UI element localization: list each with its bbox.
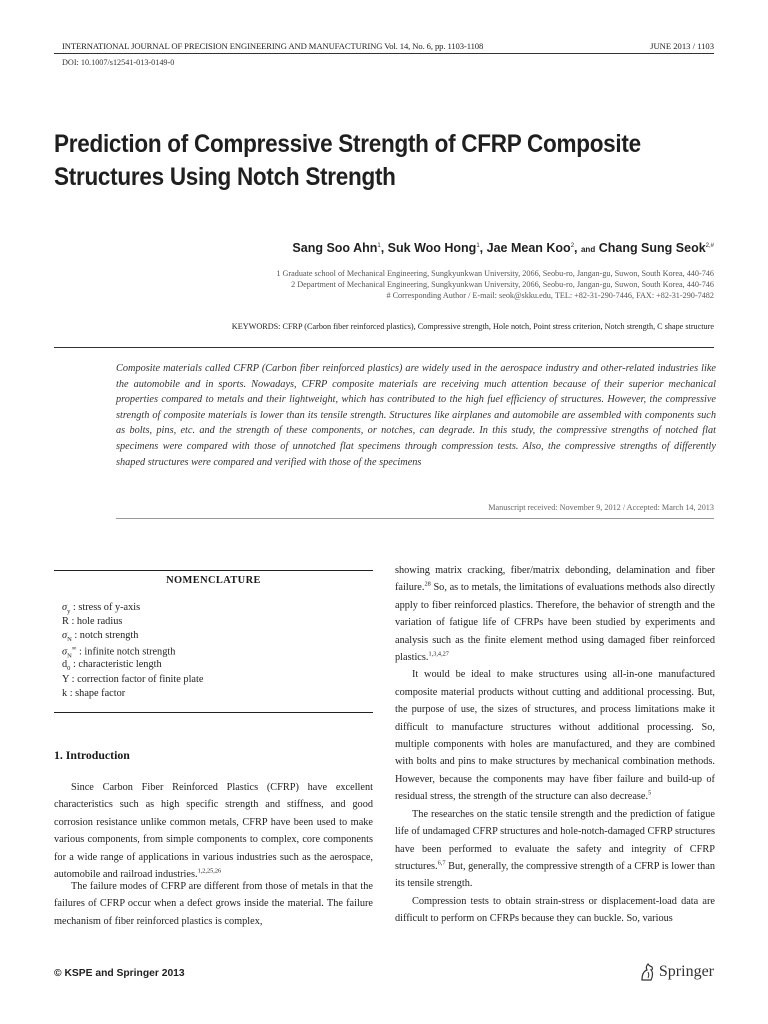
corresponding-author: # Corresponding Author / E-mail: seok@skku.edu, TEL: +82-31-290-7446, FAX: +82-31-290-7482 [386,291,714,300]
nomenclature-item: $\sigma_N$ : notch strength [62,630,139,644]
section-heading: 1. Introduction [54,748,130,762]
nomenclature-item: R : hole radius [62,616,123,627]
body-paragraph: Since Carbon Fiber Reinforced Plastics (CFRP) have excellent characteristics such as high specific strength and stiffness, and good corrosion resistance unlike common metals, CFRP have been used to make various components, from simple components to complex, core components for a wide range of applications in various industries such as the aerospace, automobile and railroad industries.$^{1,2,25,26}$ [54,782,373,881]
nomenclature-item: $\sigma_y$ : stress of y-axis [62,602,141,616]
keywords: KEYWORDS: CFRP (Carbon fiber reinforced plastics), Compressive strength, Hole notch, Point stress criterion, Notch strength, C shape structure [231,322,714,331]
author-conjunction: and [580,245,596,254]
citation[interactable]: 6,7 [437,859,446,867]
publisher-logo [639,962,714,982]
right-column [395,562,715,928]
nomenclature-item: $\sigma_N^\infty$ : infinite notch strength [62,645,176,660]
header-rule [54,53,714,54]
nomenclature-item: Y : correction factor of finite plate [62,674,204,685]
section-rule [54,347,714,348]
affiliation-1: 1 Graduate school of Mechanical Engineering, Sungkyunkwan University, 2066, Seobu-ro, Jangan-gu, Suwon, South Korea, 440-746 [276,269,714,278]
author-name: Chang Sung Seok [598,241,706,255]
nomenclature-title: NOMENCLATURE [166,575,261,586]
author-name: Suk Woo Hong [387,241,477,255]
paper-title: Prediction of Compressive Strength of CFRP Composite Structures Using Notch Strength [54,130,641,191]
abstract: Composite materials called CFRP (Carbon fiber reinforced plastics) are widely used in the aerospace industry and other-related industries like the automobile and in sports. Nowadays, CFRP composite materials are receiving much attention because of their superior mechanical properties compared to metals and their lightweight, which has contributed to the high fuel efficiency of structures. However, the compressive strength of composite materials is lower than its tensile strength. Structures like airplanes and automobile are assembled with components such as bolts, pins, etc. and the strength of these components, or notches, can degrade. In this study, the compressive strengths of notched flat specimens were compared with those of unnotched flat specimens through compression tests. Also, the compressive strengths of differently shaped structures were compared and verified with those of the specimens [116,363,716,468]
body-paragraph: The failure modes of CFRP are different from those of metals in that the failures of CFRP occur when a defect grows inside the material. The failure mechanism of fiber reinforced plastics is complex, [54,881,373,927]
author-affiliation-mark: 1 [476,242,480,249]
author-affiliation-mark: 2,# [705,242,714,249]
nomenclature-item: k : shape factor [62,688,126,699]
author-name: Sang Soo Ahn [292,241,378,255]
doi-link[interactable]: DOI: 10.1007/s12541-013-0149-0 [62,58,175,67]
abstract-rule [116,518,714,519]
body-paragraph: It would be ideal to make structures using all-in-one manufactured composite material products without cutting and additional processing. But, the purpose of use, the sizes of structures, and process limitations make it difficult to manufacture structures without additional processing. So, multiple components with holes are manufactured, and they are combined with bolts and pins to make structures by mechanical combination methods. However, because the components may have fiber failure and build-up of residual stress, the strength of the structure can also decrease.$^5$ [395,669,715,803]
citation[interactable]: 5 [648,789,652,797]
issue-date: JUNE 2013 / 1103 [650,41,714,51]
body-paragraph: showing matrix cracking, fiber/matrix debonding, delamination and fiber failure.$^{28}$ So, as to metals, the limitations of evaluations methods also directly apply to fiber reinforced plastics. Therefore, the behavior of strength and the variation of fatigue life of CFRPs have been studied by experiments and analysis such as the finite element method using damaged fiber reinforced plastics.$^{1,3,4,27}$ [395,565,715,664]
body-paragraph: The researches on the static tensile strength and the prediction of fatigue life of undamaged CFRP structures and hole-notch-damaged CFRP structures have been performed to evaluate the safety and integrity of CFRP structures.$^{6,7}$ But, generally, the compressive strength of a CFRP is lower than its tensile strength. [395,808,715,890]
body-paragraph: Compression tests to obtain strain-stress or displacement-load data are difficult to perform on CFRPs because they can buckle. So, various [395,895,715,925]
manuscript-dates: Manuscript received: November 9, 2012 / Accepted: March 14, 2013 [488,503,714,512]
nomenclature-item: $d_0$ : characteristic length [62,659,162,673]
copyright-footer: © KSPE and Springer 2013 [54,968,185,979]
citation[interactable]: 28 [424,580,431,588]
springer-horse-icon [639,962,656,982]
author-name: Jae Mean Koo [486,241,571,255]
publisher-name: Springer [658,963,714,980]
affiliation-2: 2 Department of Mechanical Engineering, Sungkyunkwan University, 2066, Seobu-ro, Jangan-gu, Suwon, South Korea, 440-746 [291,280,714,289]
journal-header: INTERNATIONAL JOURNAL OF PRECISION ENGINEERING AND MANUFACTURING Vol. 14, No. 6, pp. 1103-1108 [62,41,484,51]
author-affiliation-mark: 1 [377,242,381,249]
author-list: Sang Soo Ahn$^1$, Suk Woo Hong$^1$, Jae Mean Koo$^2$, and Chang Sung Seok$^{2,\#}$ [292,241,714,255]
author-affiliation-mark: 2 [570,242,575,249]
citation[interactable]: 1,3,4,27 [428,650,449,658]
citation[interactable]: 1,2,25,26 [197,867,222,875]
